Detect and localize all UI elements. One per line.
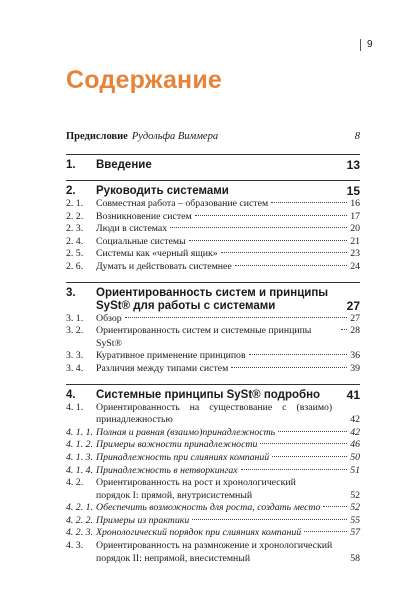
subentry-page: 16 [350, 198, 360, 209]
subentry-number: 2. 3. [66, 223, 84, 235]
subentry-number: 3. 2. [66, 325, 84, 337]
subentry-number: 4. 1. 1. [66, 426, 93, 438]
preface-entry[interactable] [66, 131, 360, 142]
page-title: Содержание [66, 66, 223, 94]
subentry-page: 51 [350, 464, 360, 476]
subentry-title: Различия между типами систем [96, 362, 229, 374]
subentry-title: Ориентированность на рост и хронологический порядок I: прямой, внутрисистемный [96, 477, 296, 501]
dot-leader [192, 519, 347, 520]
subentry-page: 23 [350, 248, 360, 260]
subentry-page: 55 [350, 514, 360, 526]
subentry-number: 2. 5. [66, 248, 84, 260]
toc-subentry[interactable] [66, 313, 360, 326]
toc-subentry[interactable] [66, 540, 360, 565]
dot-leader [304, 531, 347, 532]
dot-leader [170, 227, 347, 228]
subentry-page: 42 [350, 414, 360, 426]
subentry-title: Возникновение систем [96, 210, 192, 222]
dot-leader [341, 329, 347, 330]
subentry-title: Ориентированность на существование с (взаимо) принадлежностью [96, 401, 333, 426]
chapter-title: Введение [96, 159, 152, 171]
toc-subentry[interactable] [66, 502, 360, 515]
subentry-number: 2. 2. [66, 210, 84, 222]
subentry-title: Принадлежность в нетворкингах [96, 464, 238, 476]
subentry-title: Куративное применение принципов [96, 350, 246, 362]
subentry-page: 21 [350, 235, 360, 247]
subentry-title: Ориентированность на размножение и хронологический порядок II: непрямой, внесистемный [96, 540, 333, 564]
toc-subentry[interactable] [66, 236, 360, 249]
subentry-page: 46 [350, 439, 360, 451]
dot-leader [260, 443, 347, 444]
subentry-number: 2. 1. [66, 198, 84, 209]
subentry-page: 27 [350, 312, 360, 324]
chapter-title: Ориентированность систем и принципы SySt® для работы с системами [96, 286, 329, 312]
toc-subentry[interactable] [66, 248, 360, 261]
toc-subentry[interactable] [66, 211, 360, 224]
preface-author: Рудольфа Виммера [131, 131, 219, 142]
toc-subentry[interactable] [66, 325, 360, 350]
toc-subentry[interactable] [66, 439, 360, 452]
subentry-page: 57 [350, 527, 360, 539]
chapter-title: Руководить системами [96, 185, 229, 197]
subentry-number: 4. 2. 1. [66, 502, 93, 514]
dot-leader [272, 456, 347, 457]
toc-subentry[interactable] [66, 198, 360, 211]
subentry-title: Обеспечить возможность для роста, создать место [96, 502, 321, 514]
chapter-page: 41 [346, 387, 360, 402]
subentry-page: 17 [350, 210, 360, 222]
dot-leader [125, 317, 348, 318]
dot-leader [278, 431, 347, 432]
chapter-1-entry[interactable] [66, 154, 360, 172]
subentry-page: 58 [350, 552, 360, 564]
chapter-number: 3. [66, 286, 76, 299]
table-of-contents [66, 131, 360, 565]
subentry-page: 50 [350, 451, 360, 463]
dot-leader [271, 202, 347, 203]
page-number: 9 [360, 39, 373, 51]
toc-subentry[interactable] [66, 223, 360, 236]
subentry-page: 28 [350, 325, 360, 337]
chapter-4-entry[interactable] [66, 384, 360, 402]
chapter-page: 13 [346, 158, 360, 172]
subentry-number: 4. 2. 3. [66, 527, 93, 539]
chapter-page: 15 [346, 184, 360, 198]
subentry-page: 52 [350, 502, 360, 514]
toc-subentry[interactable] [66, 363, 360, 376]
toc-subentry[interactable] [66, 527, 360, 540]
subentry-page: 42 [350, 426, 360, 438]
subentry-number: 4. 2. [66, 477, 84, 489]
subentry-title: Системы как «черный ящик» [96, 248, 218, 260]
toc-subentry[interactable] [66, 465, 360, 478]
toc-subentry[interactable] [66, 261, 360, 274]
chapter-3-entry[interactable] [66, 282, 360, 313]
dot-leader [241, 469, 348, 470]
subentry-number: 4. 3. [66, 540, 84, 552]
toc-subentry[interactable] [66, 350, 360, 363]
dot-leader [221, 252, 348, 253]
subentry-title: Примеры важности принадлежности [96, 439, 258, 451]
toc-subentry[interactable] [66, 427, 360, 440]
subentry-page: 24 [350, 260, 360, 272]
preface-page: 8 [354, 131, 360, 142]
dot-leader [189, 240, 348, 241]
chapter-title: Системные принципы SySt® подробно [96, 388, 321, 401]
subentry-title: Совместная работа – образование систем [96, 198, 269, 209]
subentry-title: Полная и равная (взаимо)принадлежность [96, 426, 276, 438]
dot-leader [195, 215, 348, 216]
subentry-number: 4. 2. 2. [66, 514, 93, 526]
subentry-number: 4. 1. 4. [66, 464, 93, 476]
subentry-number: 4. 1. [66, 401, 84, 413]
subentry-title: Социальные системы [96, 235, 186, 247]
toc-subentry[interactable] [66, 515, 360, 528]
subentry-title: Хронологический порядок при слияниях компаний [96, 527, 302, 539]
chapter-number: 1. [66, 159, 76, 171]
dot-leader [231, 367, 347, 368]
chapter-page: 27 [346, 298, 360, 313]
toc-subentry[interactable] [66, 477, 360, 502]
subentry-number: 4. 1. 3. [66, 451, 93, 463]
preface-label: Предисловие [66, 131, 128, 142]
subentry-number: 4. 1. 2. [66, 439, 93, 451]
chapter-number: 4. [66, 388, 76, 401]
subentry-number: 2. 4. [66, 235, 84, 247]
subentry-title: Примеры из практики [96, 514, 190, 526]
subentry-page: 36 [350, 350, 360, 362]
subentry-number: 2. 6. [66, 260, 84, 272]
subentry-page: 52 [350, 489, 360, 501]
subentry-page: 20 [350, 223, 360, 235]
subentry-number: 3. 4. [66, 362, 84, 374]
subentry-title: Люди в системах [96, 223, 168, 235]
subentry-title: Принадлежность при слияниях компаний [96, 451, 270, 463]
subentry-title: Ориентированность систем и системные принципы SySt® [96, 325, 312, 349]
subentry-title: Обзор [96, 312, 122, 324]
toc-subentry[interactable] [66, 452, 360, 465]
subentry-page: 39 [350, 362, 360, 374]
dot-leader [249, 354, 348, 355]
dot-leader [323, 506, 347, 507]
chapter-2-entry[interactable] [66, 180, 360, 198]
subentry-number: 3. 3. [66, 350, 84, 362]
subentry-title: Думать и действовать системнее [96, 260, 232, 272]
subentry-number: 3. 1. [66, 312, 84, 324]
dot-leader [235, 265, 347, 266]
chapter-number: 2. [66, 185, 76, 197]
toc-subentry[interactable] [66, 402, 360, 427]
